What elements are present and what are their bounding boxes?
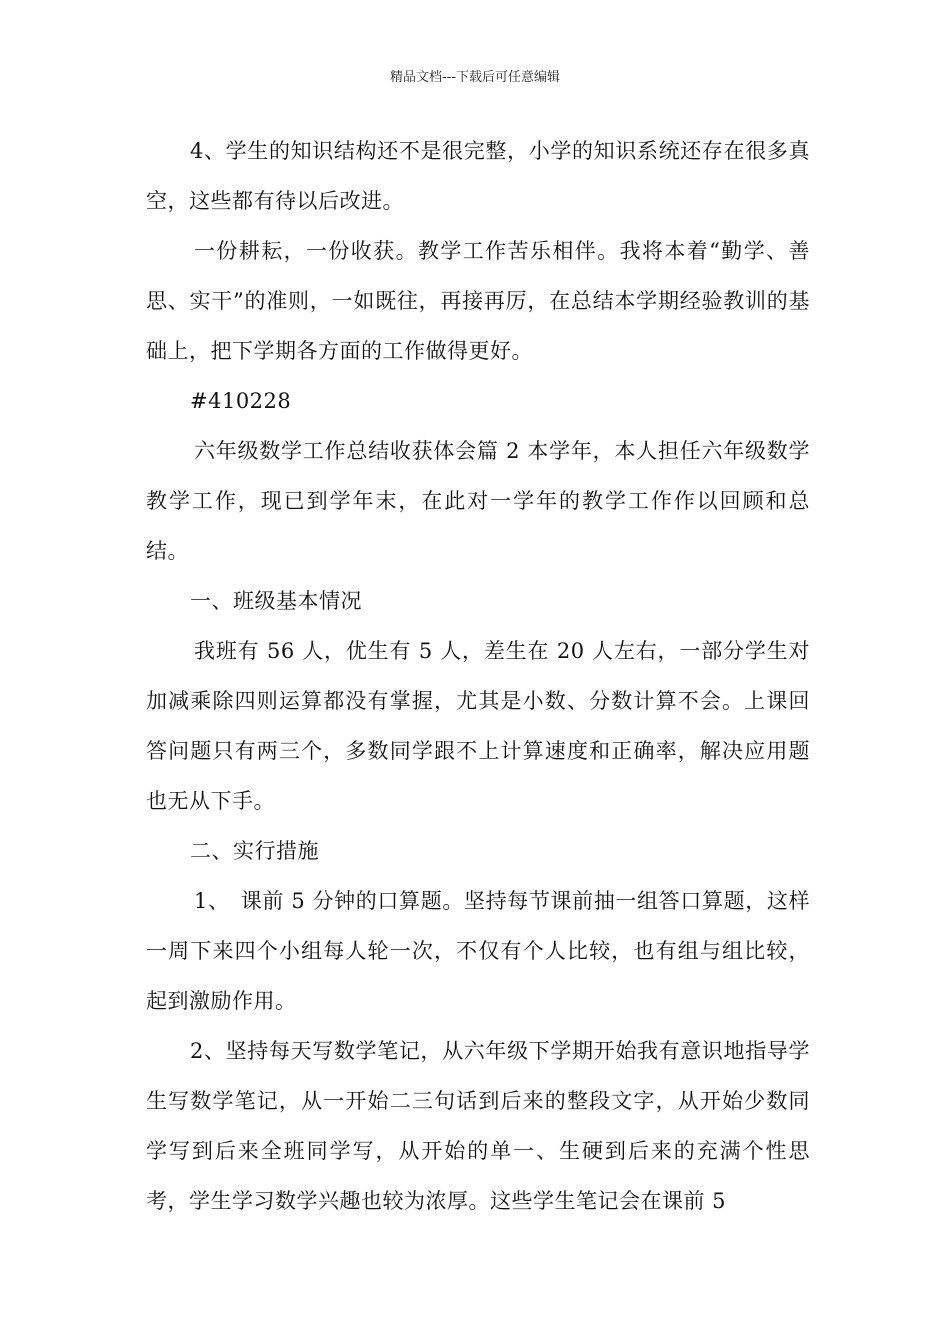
paragraph-doc-id: #410228 <box>190 389 292 413</box>
paragraph-improvement: 4、学生的知识结构还不是很完整，小学的知识系统还存在很多真空，这些都有待以后改进。 <box>146 139 810 213</box>
paragraph-measure-1: 1、 课前 5 分钟的口算题。坚持每节课前抽一组答口算题，这样一周下来四个小组每人轮一次，不仅有个人比较，也有组与组比较，起到激励作用。 <box>146 889 810 1013</box>
page-header: 精品文档---下载后可任意编辑 <box>389 70 561 85</box>
section-heading-measures: 二、实行措施 <box>190 839 319 863</box>
paragraph-class-situation: 我班有 56 人，优生有 5 人，差生在 20 人左右，一部分学生对加减乘除四则运算都没有掌握，尤其是小数、分数计算不会。上课回答问题只有两三个，多数同学跟不上计算速度和正确率，解决应用题也无从下手。 <box>146 639 810 813</box>
section-heading-class-situation: 一、班级基本情况 <box>190 589 362 613</box>
document-body <box>146 126 810 1226</box>
paragraph-intro: 六年级数学工作总结收获体会篇 2 本学年，本人担任六年级数学教学工作，现已到学年末，在此对一学年的教学工作作以回顾和总结。 <box>146 439 810 563</box>
paragraph-measure-2: 2、坚持每天写数学笔记，从六年级下学期开始我有意识地指导学生写数学笔记，从一开始二三句话到后来的整段文字，从开始少数同学写到后来全班同学写，从开始的单一、生硬到后来的充满个性思考，学生学习数学兴趣也较为浓厚。这些学生笔记会在课前 5 <box>146 1039 810 1213</box>
paragraph-closing: 一份耕耘，一份收获。教学工作苦乐相伴。我将本着“勤学、善思、实干”的准则，一如既往，再接再厉，在总结本学期经验教训的基础上，把下学期各方面的工作做得更好。 <box>146 239 810 363</box>
